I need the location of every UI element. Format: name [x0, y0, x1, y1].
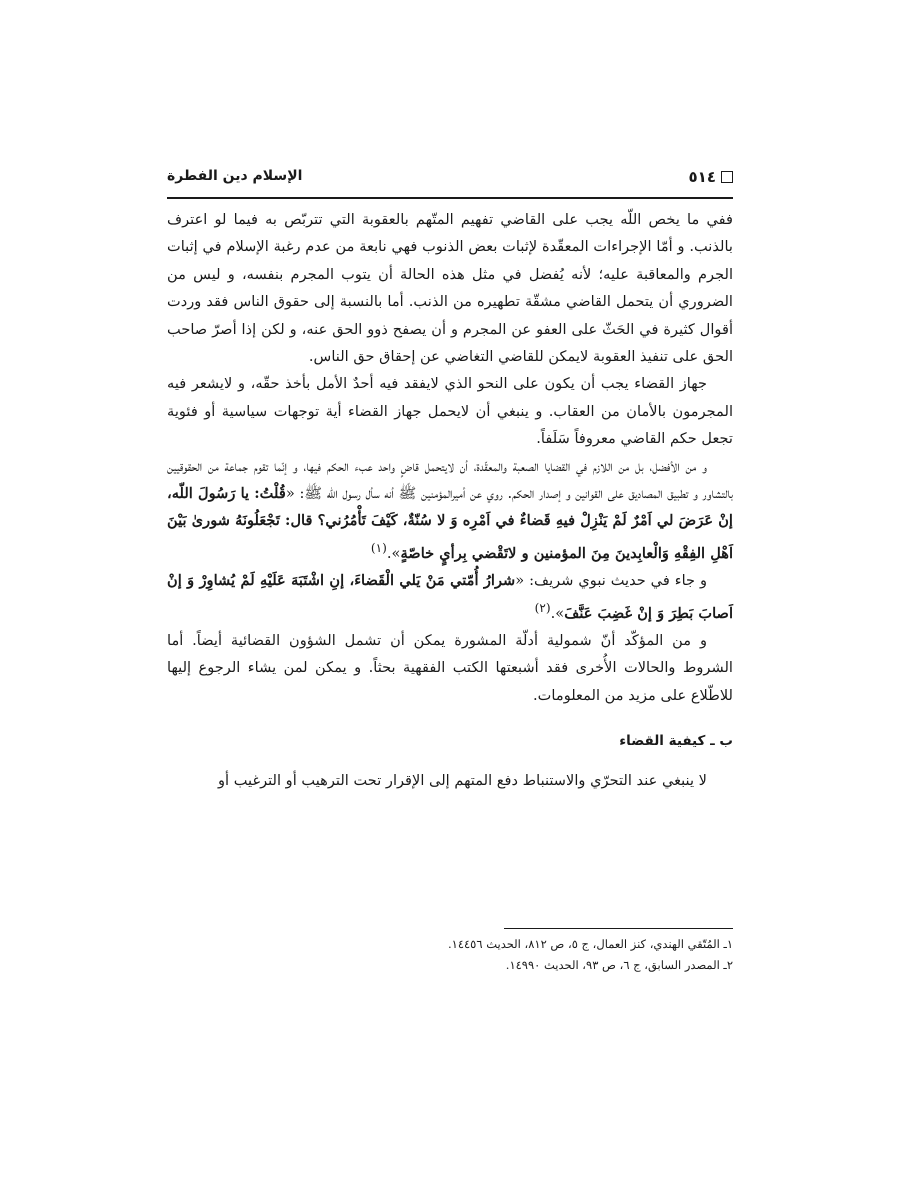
paragraph-6: لا ينبغي عند التحرّي والاستنباط دفع المتهم إلى الإقرار تحت الترهيب أو الترغيب أو — [217, 772, 707, 790]
footnote-rule — [504, 928, 733, 929]
page-number: ٥١٤ — [688, 168, 716, 186]
footnote-1: ١ـ المُتّقي الهندي، كنز العمال، ج ٥، ص ٨١٢، الحديث ١٤٤٥٦. — [448, 937, 733, 951]
footnotes — [300, 934, 733, 976]
book-title: الإسلام دين الفطرة — [167, 168, 303, 184]
main-text — [167, 206, 733, 794]
paragraph-1: ففي ما يخص اللّه يجب على القاضي تفهيم المتّهم بالعقوبة التي تتربّص به فيما لو اعترف بالذنب. و أمّا الإجراءات المعقّدة لإثبات بعض الذنوب فهي نابعة من عدم رغبة الإسلام في إثبات الجرم والمعاقبة عليه؛ لأنه يُفضل في مثل هذه الحالة أن يتوب المجرم بنفسه، و ليس من الضروري أن يتحمل القاضي مشقّة تطهيره من الذنب. أما بالنسبة إلى حقوق الناس فقد وردت أقوال كثيرة في الحَثّ على العفو عن المجرم و أن يصفح ذوو الحق عنه، و لكن إذا أصرّ صاحب الحق على تنفيذ العقوبة لايمكن للقاضي التغاضي عن إحقاق حق الناس. — [167, 211, 733, 366]
paragraph-3-intro: و من الأفضل، بل من اللازم في القضايا الصعبة والمعقّدة، أن لايتحمل قاضٍ واحد عبء الحكم فيها، و إنّما تقوم جماعة من الحقوقيين بالتشاور و تطبيق المصاديق على القوانين و إصدار الحكم. روي عن أميرالمؤمنين ﷺ أنه سأل رسول اللّه ﷺ: « — [167, 457, 734, 503]
hadith-quote-1: قُلْتُ: يا رَسُولَ اللّه، إنْ عَرَضَ لي اَمْرٌ لَمْ يَنْزِلْ فيهِ قَضاءٌ في اَمْرِه وَ لا سُنّةٌ، كَيْفَ تَأْمُرُني؟ قال: تَجْعَلُونَهُ شورىٰ بَيْنَ اَهْلِ الفِقْهِ وَالْعابِدينَ مِنَ المؤمنين و لاتَقْضي بِرأيٍ خاصّةٍ — [167, 485, 733, 562]
hadith-quote-2: شرارُ أُمّتي مَنْ يَلي الْقَضاءَ، إنِ اشْتَبَهَ عَلَيْهِ لَمْ يُشاوِرْ وَ إنْ اَصابَ بَطِرَ وَ إنْ غَضِبَ عَنَّفَ — [167, 572, 733, 622]
footnote-ref-1[interactable]: (١) — [370, 540, 387, 555]
section-heading: ب ـ كيفية القضاء — [619, 733, 733, 750]
paragraph-4 — [167, 567, 733, 627]
square-icon — [721, 171, 733, 183]
paragraph-2: جهاز القضاء يجب أن يكون على النحو الذي لايفقد فيه أحدٌ الأمل بأخذ حقّه، و لايشعر فيه المجرمون بالأمان من العقاب. و ينبغي أن لايحمل جهاز القضاء أية توجهات سياسية أو فئوية تجعل حكم القاضي معروفاً سَلَفاً. — [167, 375, 733, 448]
paragraph-5: و من المؤكّد أنّ شمولية أدلّة المشورة يمكن أن تشمل الشؤون القضائية أيضاً. أما الشروط والحالات الأُخرى فقد أشبعتها الكتب الفقهية بحثاً. و يمكن لمن يشاء الرجوع إليها للاطّلاع على مزيد من المعلومات. — [167, 631, 733, 704]
page-number-block — [689, 168, 733, 186]
footnote-2: ٢ـ المصدر السابق، ج ٦، ص ٩٣، الحديث ١٤٩٩٠. — [505, 958, 733, 972]
paragraph-3-end: ». — [386, 544, 401, 562]
paragraph-4-intro: و جاء في حديث نبوي شريف: « — [515, 572, 707, 590]
paragraph-3 — [167, 453, 733, 567]
paragraph-4-end: ». — [550, 604, 565, 622]
header-rule — [167, 197, 733, 199]
page-header — [167, 166, 733, 192]
footnote-ref-2[interactable]: (٢) — [534, 600, 551, 615]
